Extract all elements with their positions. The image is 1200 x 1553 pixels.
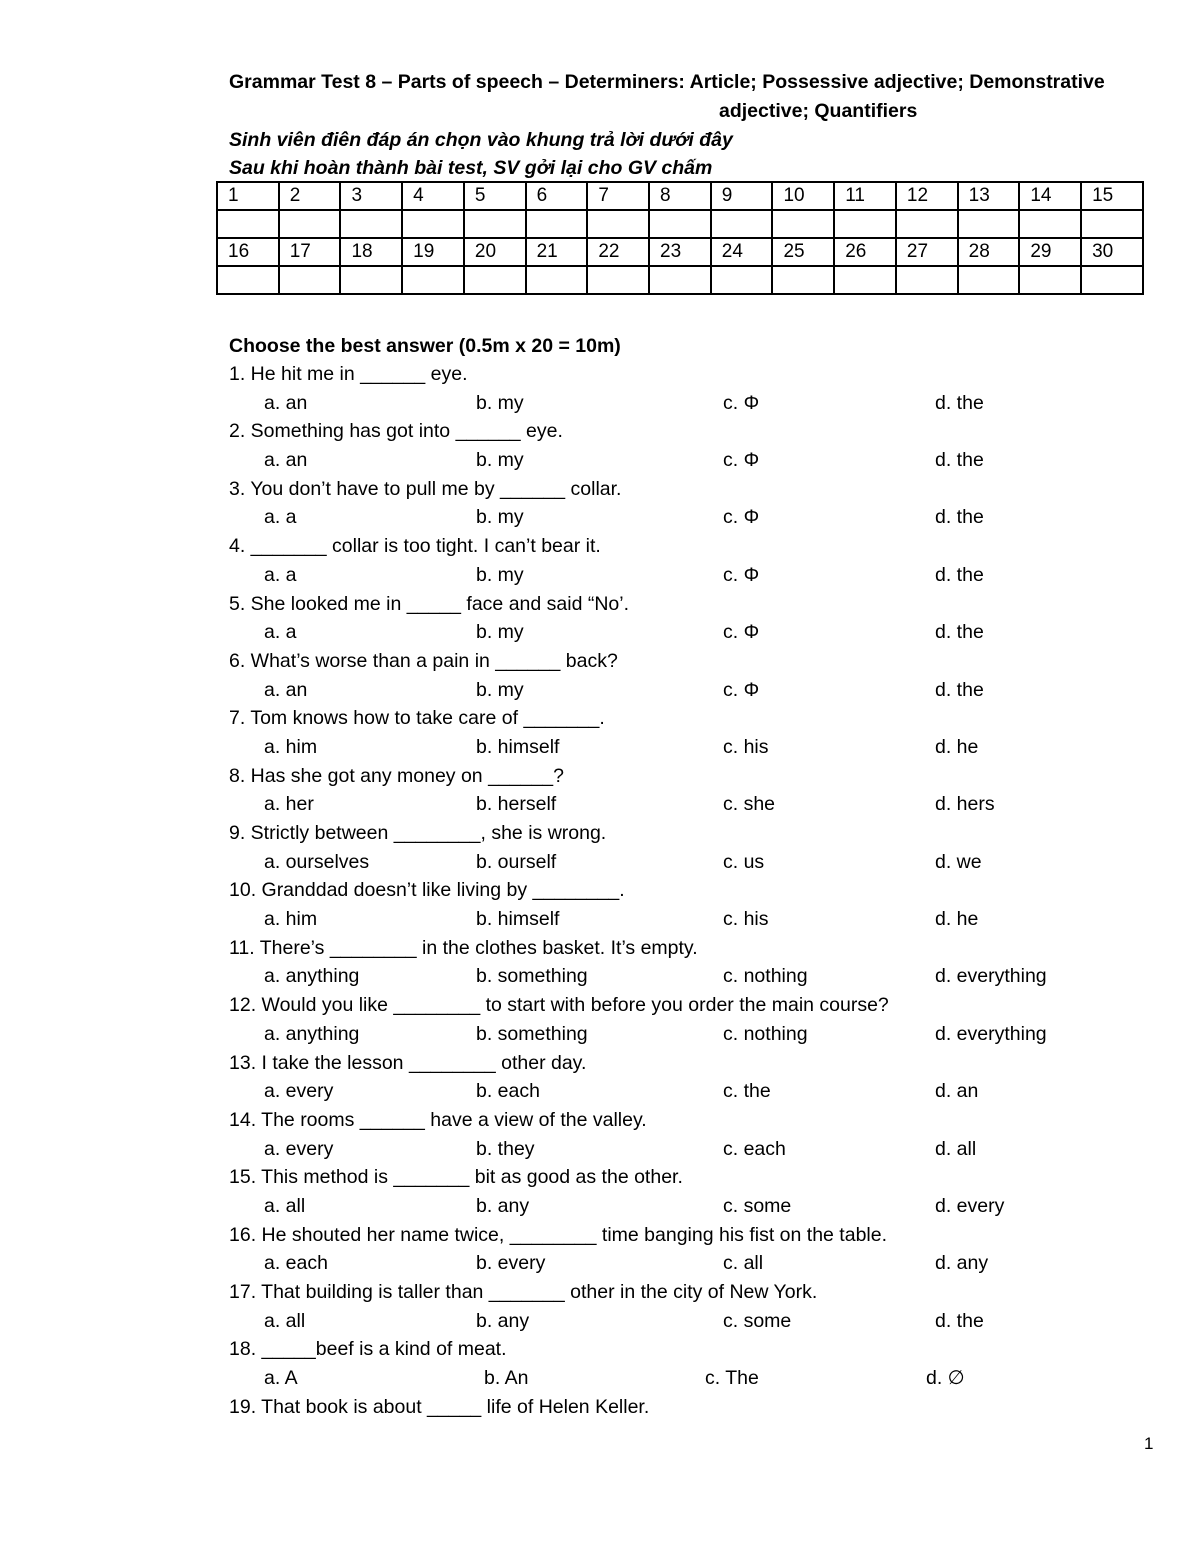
option-a: a. every: [264, 1137, 334, 1160]
option-b: b. any: [476, 1309, 530, 1332]
question-options: [229, 962, 1159, 991]
answer-cell[interactable]: [1019, 266, 1081, 294]
question-text: 4. _______ collar is too tight. I can’t bear it.: [229, 535, 601, 558]
answer-grid-numbers-row-2: [217, 238, 1143, 266]
question-text: 15. This method is _______ bit as good as the other.: [229, 1166, 683, 1189]
answer-cell[interactable]: [711, 266, 773, 294]
grid-number: 30: [1081, 238, 1143, 266]
answer-cell[interactable]: [587, 266, 649, 294]
option-a: a. ourselves: [264, 850, 370, 873]
grid-number: 25: [772, 238, 834, 266]
answer-cell[interactable]: [340, 266, 402, 294]
option-b: b. ourself: [476, 850, 557, 873]
option-a: a. an: [264, 449, 308, 472]
answer-cell[interactable]: [896, 266, 958, 294]
question-text: 13. I take the lesson ________ other day.: [229, 1051, 587, 1074]
grid-number: 3: [340, 182, 402, 210]
answer-cell[interactable]: [526, 266, 588, 294]
grid-number: 29: [1019, 238, 1081, 266]
question-text: 19. That book is about _____ life of Helen Keller.: [229, 1395, 650, 1418]
question-text: 14. The rooms ______ have a view of the valley.: [229, 1108, 647, 1131]
question-options: [229, 618, 1159, 647]
option-a: a. an: [264, 678, 308, 701]
option-d: d. the: [935, 678, 984, 701]
option-a: a. an: [264, 391, 308, 414]
title-line-1: Grammar Test 8 – Parts of speech – Determiners: Article; Possessive adjective; Demonstrative: [229, 71, 1105, 93]
question-text: 5. She looked me in _____ face and said “No’.: [229, 592, 630, 615]
answer-cell[interactable]: [896, 210, 958, 238]
answer-grid-numbers-row-1: [217, 182, 1143, 210]
option-c: c. all: [723, 1252, 764, 1275]
option-a: a. anything: [264, 965, 360, 988]
answer-cell[interactable]: [711, 210, 773, 238]
option-c: c. the: [723, 1080, 771, 1103]
grid-number: 19: [402, 238, 464, 266]
option-b: b. my: [476, 391, 524, 414]
option-a: a. all: [264, 1309, 306, 1332]
answer-cell[interactable]: [402, 210, 464, 238]
grid-number: 6: [526, 182, 588, 210]
question-options: [229, 1192, 1159, 1221]
option-d: d. the: [935, 563, 984, 586]
answer-cell[interactable]: [834, 266, 896, 294]
option-c: c. Φ: [723, 678, 760, 701]
option-c: c. she: [723, 793, 776, 816]
grid-number: 23: [649, 238, 711, 266]
option-b: b. something: [476, 1022, 588, 1045]
question-text: 10. Granddad doesn’t like living by ________.: [229, 879, 625, 902]
question-text: 7. Tom knows how to take care of _______.: [229, 707, 605, 730]
answer-cell[interactable]: [772, 210, 834, 238]
answer-cell[interactable]: [464, 210, 526, 238]
question-text: 1. He hit me in ______ eye.: [229, 363, 468, 385]
option-c: c. nothing: [723, 965, 808, 988]
option-d: d. he: [935, 908, 979, 931]
grid-number: 11: [834, 182, 896, 210]
question-text: 18. _____beef is a kind of meat.: [229, 1338, 507, 1361]
question-options: [229, 389, 1159, 418]
option-c: c. The: [705, 1367, 759, 1390]
grid-number: 15: [1081, 182, 1143, 210]
option-b: b. my: [476, 621, 524, 644]
option-c: c. Φ: [723, 449, 760, 472]
option-d: d. ∅: [926, 1367, 965, 1390]
question-options: [229, 905, 1159, 934]
answer-cell[interactable]: [464, 266, 526, 294]
answer-cell[interactable]: [279, 210, 341, 238]
option-c: c. Φ: [723, 506, 760, 529]
option-a: a. him: [264, 735, 318, 758]
question-options: [229, 1307, 1159, 1336]
option-b: b. they: [476, 1137, 535, 1160]
grid-number: 21: [526, 238, 588, 266]
question-options: [229, 1364, 1159, 1393]
question-options: [229, 790, 1159, 819]
option-d: d. he: [935, 735, 979, 758]
instruction-line-2: Sau khi hoàn thành bài test, SV gởi lại cho GV chấm: [229, 157, 713, 179]
question-options: [229, 1020, 1159, 1049]
option-c: c. some: [723, 1194, 792, 1217]
grid-number: 8: [649, 182, 711, 210]
option-d: d. the: [935, 391, 984, 414]
option-a: a. a: [264, 621, 297, 644]
option-c: c. nothing: [723, 1022, 808, 1045]
option-c: c. Φ: [723, 621, 760, 644]
option-b: b. my: [476, 506, 524, 529]
answer-cell[interactable]: [834, 210, 896, 238]
answer-cell[interactable]: [1081, 266, 1143, 294]
option-d: d. any: [935, 1252, 989, 1275]
question-text: 2. Something has got into ______ eye.: [229, 420, 563, 443]
option-d: d. everything: [935, 965, 1047, 988]
option-c: c. each: [723, 1137, 786, 1160]
question-options: [229, 733, 1159, 762]
question-options: [229, 1249, 1159, 1278]
question-options: [229, 1077, 1159, 1106]
grid-number: 2: [279, 182, 341, 210]
question-text: 17. That building is taller than _______ other in the city of New York.: [229, 1281, 818, 1303]
option-c: c. some: [723, 1309, 792, 1332]
option-a: a. anything: [264, 1022, 360, 1045]
grid-number: 4: [402, 182, 464, 210]
answer-grid: [216, 181, 1144, 295]
option-d: d. the: [935, 1309, 984, 1332]
option-b: b. every: [476, 1252, 546, 1275]
answer-cell[interactable]: [772, 266, 834, 294]
question-text: 16. He shouted her name twice, ________ time banging his fist on the table.: [229, 1223, 888, 1246]
option-c: c. us: [723, 850, 765, 873]
option-b: b. my: [476, 563, 524, 586]
answer-cell[interactable]: [217, 210, 279, 238]
grid-number: 7: [587, 182, 649, 210]
answer-cell[interactable]: [958, 266, 1020, 294]
option-a: a. him: [264, 908, 318, 931]
option-b: b. himself: [476, 735, 560, 758]
page-title: [229, 68, 1144, 126]
option-a: a. each: [264, 1252, 328, 1275]
grid-number: 14: [1019, 182, 1081, 210]
answer-cell[interactable]: [402, 266, 464, 294]
question-options: [229, 848, 1159, 877]
grid-number: 28: [958, 238, 1020, 266]
answer-cell[interactable]: [958, 210, 1020, 238]
answer-cell[interactable]: [526, 210, 588, 238]
option-b: b. my: [476, 449, 524, 472]
option-b: b. my: [476, 678, 524, 701]
grid-number: 1: [217, 182, 279, 210]
option-d: d. everything: [935, 1022, 1047, 1045]
instruction-line-1: Sinh viên điên đáp án chọn vào khung trả lời dưới đây: [229, 129, 733, 151]
grid-number: 26: [834, 238, 896, 266]
grid-number: 16: [217, 238, 279, 266]
option-d: d. all: [935, 1137, 977, 1160]
question-options: [229, 561, 1159, 590]
question-options: [229, 446, 1159, 475]
option-d: d. the: [935, 621, 984, 644]
answer-cell[interactable]: [649, 210, 711, 238]
grid-number: 5: [464, 182, 526, 210]
option-d: d. we: [935, 850, 982, 873]
option-d: d. the: [935, 449, 984, 472]
question-text: 8. Has she got any money on ______?: [229, 764, 564, 787]
answer-cell[interactable]: [279, 266, 341, 294]
grid-number: 20: [464, 238, 526, 266]
page-number: 1: [1144, 1434, 1154, 1453]
option-c: c. his: [723, 908, 769, 931]
question-text: 9. Strictly between ________, she is wrong.: [229, 822, 607, 844]
option-b: b. An: [484, 1367, 529, 1390]
option-b: b. himself: [476, 908, 560, 931]
grid-number: 10: [772, 182, 834, 210]
grid-number: 13: [958, 182, 1020, 210]
option-c: c. Φ: [723, 391, 760, 414]
option-c: c. his: [723, 735, 769, 758]
question-options: [229, 1135, 1159, 1164]
grid-number: 22: [587, 238, 649, 266]
question-text: 3. You don’t have to pull me by ______ collar.: [229, 477, 622, 500]
grid-number: 24: [711, 238, 773, 266]
option-b: b. something: [476, 965, 588, 988]
option-a: a. her: [264, 793, 314, 816]
question-options: [229, 503, 1159, 532]
answer-grid-blank-row-1: [217, 210, 1143, 238]
question-text: 6. What’s worse than a pain in ______ back?: [229, 649, 618, 672]
option-a: a. all: [264, 1194, 306, 1217]
answer-cell[interactable]: [587, 210, 649, 238]
answer-cell[interactable]: [1081, 210, 1143, 238]
question-list: [229, 360, 1159, 1421]
grid-number: 18: [340, 238, 402, 266]
answer-cell[interactable]: [1019, 210, 1081, 238]
option-b: b. herself: [476, 793, 557, 816]
option-d: d. the: [935, 506, 984, 529]
option-d: d. an: [935, 1080, 979, 1103]
option-c: c. Φ: [723, 563, 760, 586]
option-b: b. any: [476, 1194, 530, 1217]
answer-cell[interactable]: [340, 210, 402, 238]
question-text: 12. Would you like ________ to start with before you order the main course?: [229, 994, 889, 1017]
option-a: a. every: [264, 1080, 334, 1103]
grid-number: 17: [279, 238, 341, 266]
option-d: d. hers: [935, 793, 995, 816]
answer-cell[interactable]: [649, 266, 711, 294]
option-a: a. a: [264, 563, 297, 586]
option-a: a. a: [264, 506, 297, 529]
grid-number: 9: [711, 182, 773, 210]
grid-number: 27: [896, 238, 958, 266]
question-options: [229, 676, 1159, 705]
answer-cell[interactable]: [217, 266, 279, 294]
title-line-2: adjective; Quantifiers: [719, 100, 918, 122]
answer-grid-blank-row-2: [217, 266, 1143, 294]
grid-number: 12: [896, 182, 958, 210]
section-heading: Choose the best answer (0.5m x 20 = 10m): [229, 335, 621, 357]
question-text: 11. There’s ________ in the clothes basket. It’s empty.: [229, 936, 698, 959]
option-a: a. A: [264, 1367, 298, 1390]
option-d: d. every: [935, 1194, 1005, 1217]
option-b: b. each: [476, 1080, 540, 1103]
